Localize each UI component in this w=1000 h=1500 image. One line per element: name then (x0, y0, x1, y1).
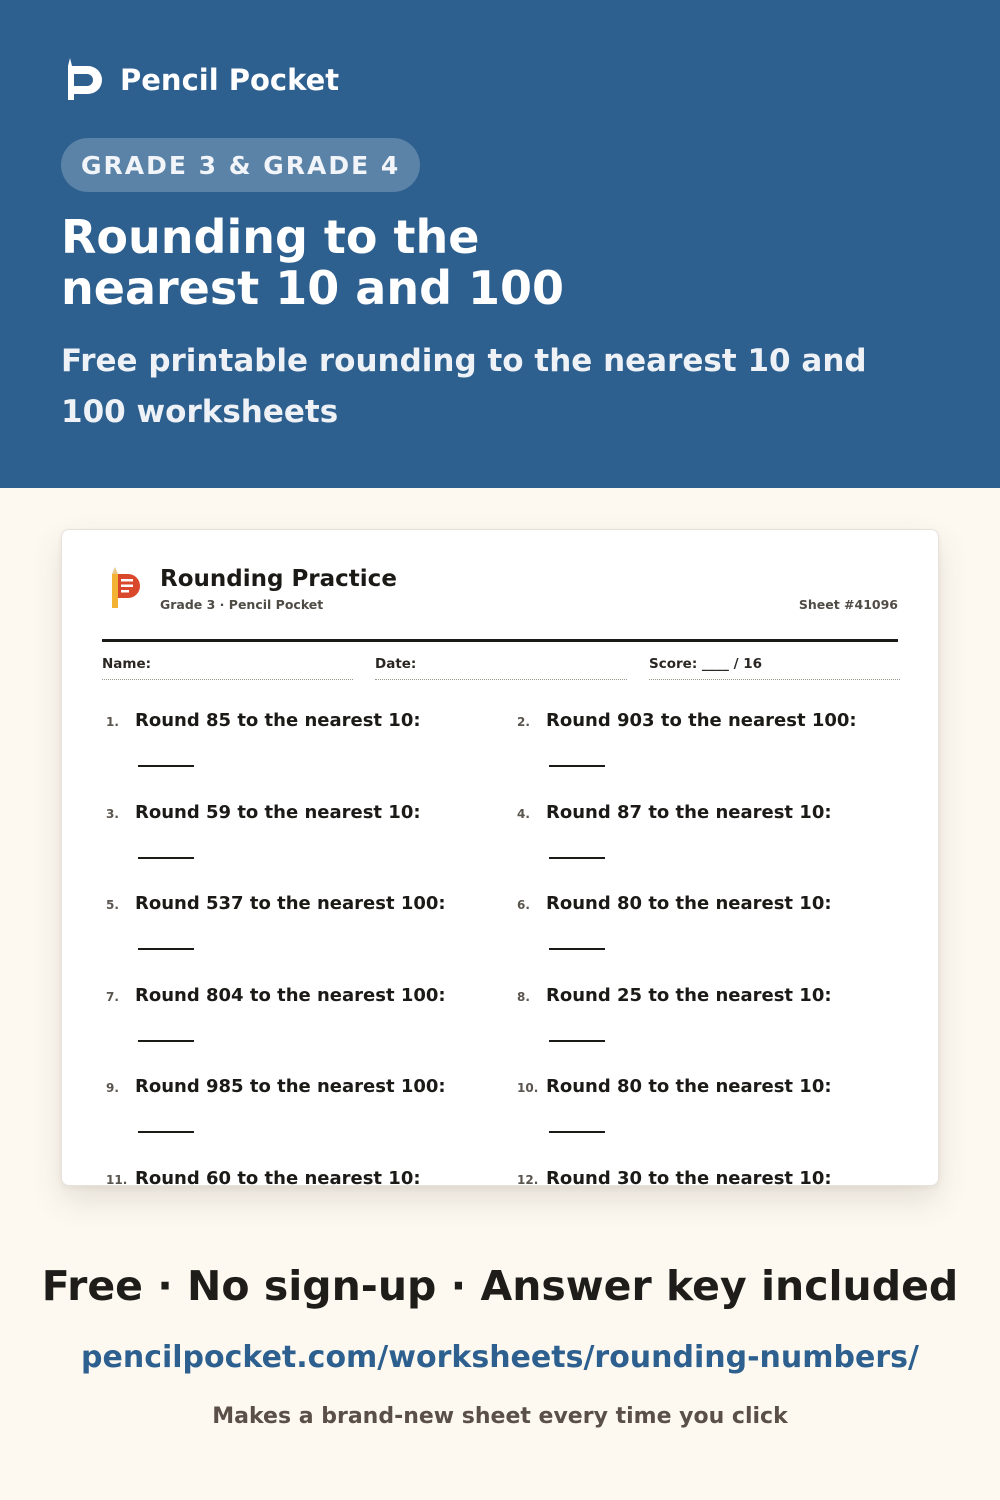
answer-blank (138, 1131, 194, 1133)
page-title (61, 212, 921, 314)
problem-item (513, 1168, 913, 1186)
problem-text: Round 903 to the nearest 100: (546, 710, 857, 731)
answer-blank (138, 857, 194, 859)
pencil-notebook-logo-icon (108, 566, 144, 610)
answer-blank (138, 1040, 194, 1042)
problem-item (513, 710, 913, 800)
problem-item (102, 710, 502, 800)
answer-blank (549, 857, 605, 859)
problem-text: Round 537 to the nearest 100: (135, 893, 446, 915)
answer-blank (138, 948, 194, 950)
problem-text: Round 80 to the nearest 10: (546, 1076, 832, 1098)
page-title-line-2: nearest 10 and 100 (61, 261, 565, 315)
answer-blank (549, 948, 605, 950)
problem-item (102, 985, 502, 1075)
problem-number: 4. (517, 806, 530, 821)
problem-item (102, 802, 502, 892)
problem-number: 3. (106, 806, 119, 821)
sheet-number: Sheet #41096 (798, 597, 898, 612)
problem-number: 5. (106, 898, 119, 913)
problem-text: Round 30 to the nearest 10: (546, 1168, 832, 1186)
problem-item (102, 1076, 502, 1166)
problem-number: 8. (517, 989, 530, 1004)
problem-item (513, 985, 913, 1075)
page-title-line-1: Rounding to the (61, 210, 480, 264)
problem-number: 2. (517, 715, 530, 729)
problem-number: 1. (106, 715, 119, 729)
worksheet-title: Rounding Practice (160, 566, 397, 592)
brand[interactable] (62, 56, 339, 104)
answer-blank (549, 765, 605, 767)
answer-blank (549, 1131, 605, 1133)
grade-badge: GRADE 3 & GRADE 4 (61, 138, 420, 192)
problem-item (513, 802, 913, 892)
problem-text: Round 59 to the nearest 10: (135, 801, 421, 823)
answer-blank (138, 765, 194, 767)
problem-item (513, 893, 913, 983)
footer-note: Makes a brand-new sheet every time you click (212, 1404, 788, 1429)
brand-name: Pencil Pocket (120, 63, 340, 97)
footer-headline: Free · No sign-up · Answer key included (41, 1262, 959, 1310)
problem-number: 9. (106, 1081, 119, 1096)
problem-item (513, 1076, 913, 1166)
worksheet-subtitle: Grade 3 · Pencil Pocket (160, 597, 324, 612)
problem-number: 11. (106, 1173, 128, 1186)
problem-number: 6. (517, 898, 530, 913)
problem-item (102, 1168, 502, 1186)
score-field: Score: ____ / 16 (649, 656, 900, 680)
problem-text: Round 25 to the nearest 10: (546, 984, 832, 1006)
pencil-pocket-logo-icon (62, 56, 104, 104)
page-subtitle: Free printable rounding to the nearest 10 and 100 worksheets (61, 343, 867, 430)
hero-banner (0, 0, 1000, 488)
problem-text: Round 80 to the nearest 10: (546, 893, 832, 915)
problem-text: Round 60 to the nearest 10: (135, 1168, 421, 1186)
answer-blank (549, 1040, 605, 1042)
worksheet-link[interactable]: pencilpocket.com/worksheets/rounding-numbers/ (81, 1340, 919, 1375)
problem-number: 7. (106, 989, 119, 1004)
date-field: Date: (375, 656, 627, 680)
header-divider (102, 639, 898, 642)
problem-text: Round 87 to the nearest 10: (546, 801, 832, 823)
name-field: Name: (102, 656, 353, 680)
problem-text: Round 804 to the nearest 100: (135, 984, 446, 1006)
problem-number: 10. (517, 1081, 539, 1096)
problem-number: 12. (517, 1173, 539, 1186)
problem-text: Round 85 to the nearest 10: (135, 710, 421, 731)
problem-text: Round 985 to the nearest 100: (135, 1076, 446, 1098)
worksheet-preview (61, 529, 939, 1186)
problem-item (102, 893, 502, 983)
